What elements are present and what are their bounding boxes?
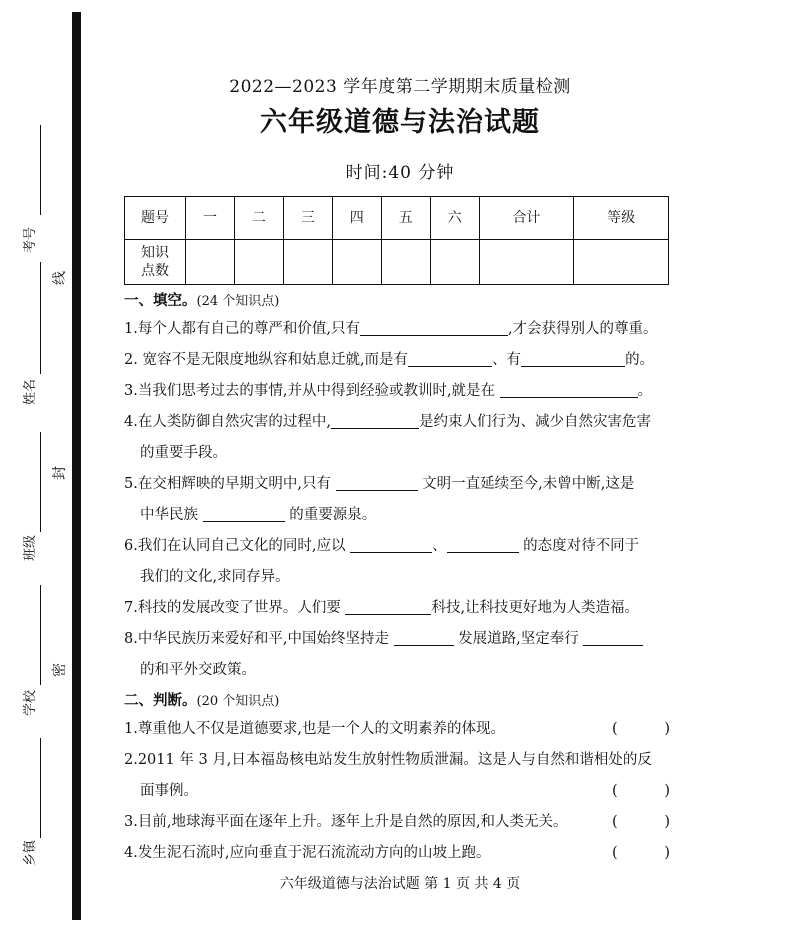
side-line (40, 432, 41, 532)
answer-blank[interactable] (336, 472, 418, 491)
table-header-cell: 五 (381, 197, 430, 240)
answer-blank[interactable] (447, 534, 519, 553)
question-fill-1: 1.每个人都有自己的尊严和价值,只有 ,才会获得别人的尊重。 (124, 314, 674, 345)
answer-blank[interactable] (394, 627, 454, 646)
exam-content (124, 288, 674, 869)
answer-parentheses[interactable]: ( ) (612, 814, 670, 830)
score-cell[interactable] (574, 240, 669, 285)
seal-seal-mark: 封 (52, 466, 68, 480)
side-field-class: 班级 (23, 534, 39, 562)
answer-blank[interactable] (203, 503, 285, 522)
question-fill-6-cont: 我们的文化,求同存异。 (140, 569, 290, 585)
answer-parentheses[interactable]: ( ) (612, 721, 670, 737)
side-line (40, 125, 41, 215)
answer-blank[interactable] (350, 534, 432, 553)
table-row-label: 知识点数 (125, 240, 186, 285)
exam-title: 六年级道德与法治试题 (260, 107, 540, 138)
section-fill-blank-title: 一、填空。(24 个知识点) (124, 292, 280, 309)
answer-blank[interactable] (331, 410, 419, 429)
score-cell[interactable] (332, 240, 381, 285)
score-cell[interactable] (381, 240, 430, 285)
seal-secret-mark: 密 (52, 663, 68, 677)
table-header-cell: 二 (234, 197, 283, 240)
seal-line-mark: 线 (52, 271, 68, 285)
page-footer: 六年级道德与法治试题 第 1 页 共 4 页 (279, 876, 521, 892)
answer-blank[interactable] (360, 317, 508, 336)
score-cell[interactable] (234, 240, 283, 285)
question-fill-4: 4.在人类防御自然灾害的过程中, 是约束人们行为、减少自然灾害危害 (124, 407, 674, 438)
question-fill-7: 7.科技的发展改变了世界。人们要 科技,让科技更好地为人类造福。 (124, 593, 674, 624)
answer-parentheses[interactable]: ( ) (612, 783, 670, 799)
answer-parentheses[interactable]: ( ) (612, 845, 670, 861)
question-judge-1: 1.尊重他人不仅是道德要求,也是一个人的文明素养的体现。 ( ) (124, 714, 674, 745)
answer-blank[interactable] (500, 379, 638, 398)
question-judge-2-cont: 面事例。 ( ) (124, 776, 674, 807)
section-judge-title: 二、判断。(20 个知识点) (124, 692, 280, 709)
side-field-name: 姓名 (23, 378, 39, 406)
score-cell[interactable] (430, 240, 479, 285)
exam-time: 时间:40 分钟 (345, 163, 455, 183)
answer-blank[interactable] (521, 348, 625, 367)
question-fill-8: 8.中华民族历来爱好和平,中国始终坚持走 发展道路,坚定奉行 (124, 624, 674, 655)
answer-blank[interactable] (583, 627, 643, 646)
table-header-cell: 三 (283, 197, 332, 240)
side-line (40, 262, 41, 374)
score-cell[interactable] (283, 240, 332, 285)
table-header-cell: 一 (186, 197, 235, 240)
question-fill-4-cont: 的重要手段。 (140, 445, 227, 461)
table-header-cell: 合计 (479, 197, 574, 240)
question-fill-3: 3.当我们思考过去的事情,并从中得到经验或教训时,就是在 。 (124, 376, 674, 407)
score-table (124, 196, 669, 285)
side-field-town: 乡镇 (23, 839, 39, 867)
answer-blank[interactable] (408, 348, 492, 367)
question-fill-5-cont: 中华民族 的重要源泉。 (124, 500, 674, 531)
table-header-cell: 四 (332, 197, 381, 240)
question-fill-6: 6.我们在认同自己文化的同时,应以 、 的态度对待不同于 (124, 531, 674, 562)
exam-subtitle: 2022—2023 学年度第二学期期末质量检测 (229, 77, 571, 97)
score-cell[interactable] (479, 240, 574, 285)
question-fill-8-cont: 的和平外交政策。 (140, 662, 256, 678)
score-cell[interactable] (186, 240, 235, 285)
side-field-school: 学校 (23, 689, 39, 717)
question-fill-5: 5.在交相辉映的早期文明中,只有 文明一直延续至今,未曾中断,这是 (124, 469, 674, 500)
question-judge-4: 4.发生泥石流时,应向垂直于泥石流流动方向的山坡上跑。 ( ) (124, 838, 674, 869)
side-line (40, 585, 41, 685)
question-judge-2: 2.2011 年 3 月,日本福岛核电站发生放射性物质泄漏。这是人与自然和谐相处的反 (124, 752, 652, 768)
side-line (40, 738, 41, 838)
table-header-cell: 六 (430, 197, 479, 240)
question-judge-3: 3.目前,地球海平面在逐年上升。逐年上升是自然的原因,和人类无关。 ( ) (124, 807, 674, 838)
side-field-exam-number: 考号 (23, 226, 39, 254)
table-header-cell: 题号 (125, 197, 186, 240)
question-fill-2: 2. 宽容不是无限度地纵容和姑息迁就,而是有 、有 的。 (124, 345, 674, 376)
answer-blank[interactable] (345, 596, 431, 615)
table-header-cell: 等级 (574, 197, 669, 240)
binding-bar (72, 12, 81, 920)
